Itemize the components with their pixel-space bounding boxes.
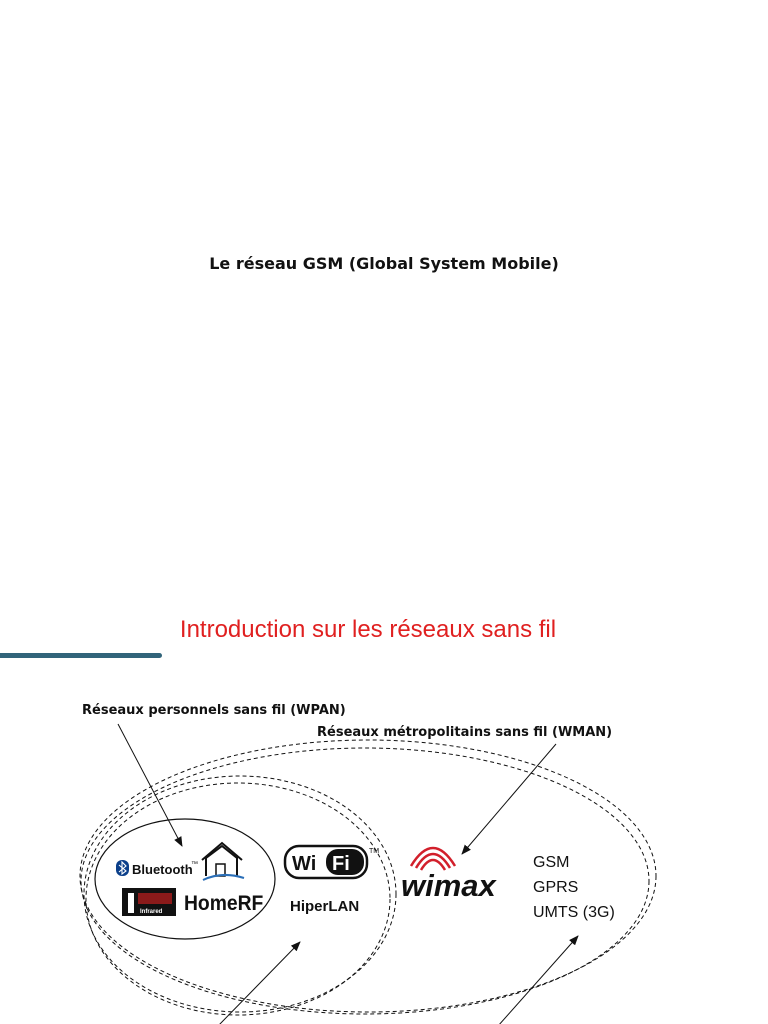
- wpan-label: Réseaux personnels sans fil (WPAN): [82, 703, 346, 718]
- accent-bar: [0, 653, 162, 658]
- wman-arrow: [462, 744, 556, 854]
- wman-label: Réseaux métropolitains sans fil (WMAN): [317, 725, 613, 740]
- section-title: Introduction sur les réseaux sans fil: [179, 616, 557, 643]
- hiperlan-logo-text: HiperLAN: [290, 898, 360, 915]
- wifi-tm: TM: [369, 848, 380, 855]
- bluetooth-logo-text: Bluetooth: [132, 862, 193, 877]
- wifi-logo: [285, 846, 379, 878]
- wireless-networks-diagram: [0, 680, 768, 1024]
- network-umts: UMTS (3G): [533, 904, 615, 921]
- wimax-logo: [401, 848, 498, 903]
- wifi-logo-left: Wi: [292, 853, 317, 875]
- network-gsm: GSM: [533, 854, 570, 871]
- wpan-ellipse: [95, 819, 275, 939]
- page-title: Le réseau GSM (Global System Mobile): [209, 254, 559, 273]
- wifi-logo-right: Fi: [332, 853, 350, 875]
- infrared-logo: [122, 888, 176, 916]
- wwan-arrow: [498, 936, 578, 1024]
- bluetooth-tm: ™: [191, 861, 198, 868]
- wimax-logo-text: wimax: [401, 868, 496, 903]
- infrared-logo-text: Infrared: [140, 909, 163, 915]
- network-gprs: GPRS: [533, 879, 579, 896]
- wimax-signal-icon: [411, 848, 455, 870]
- homerf-logo-text: HomeRF: [183, 892, 264, 916]
